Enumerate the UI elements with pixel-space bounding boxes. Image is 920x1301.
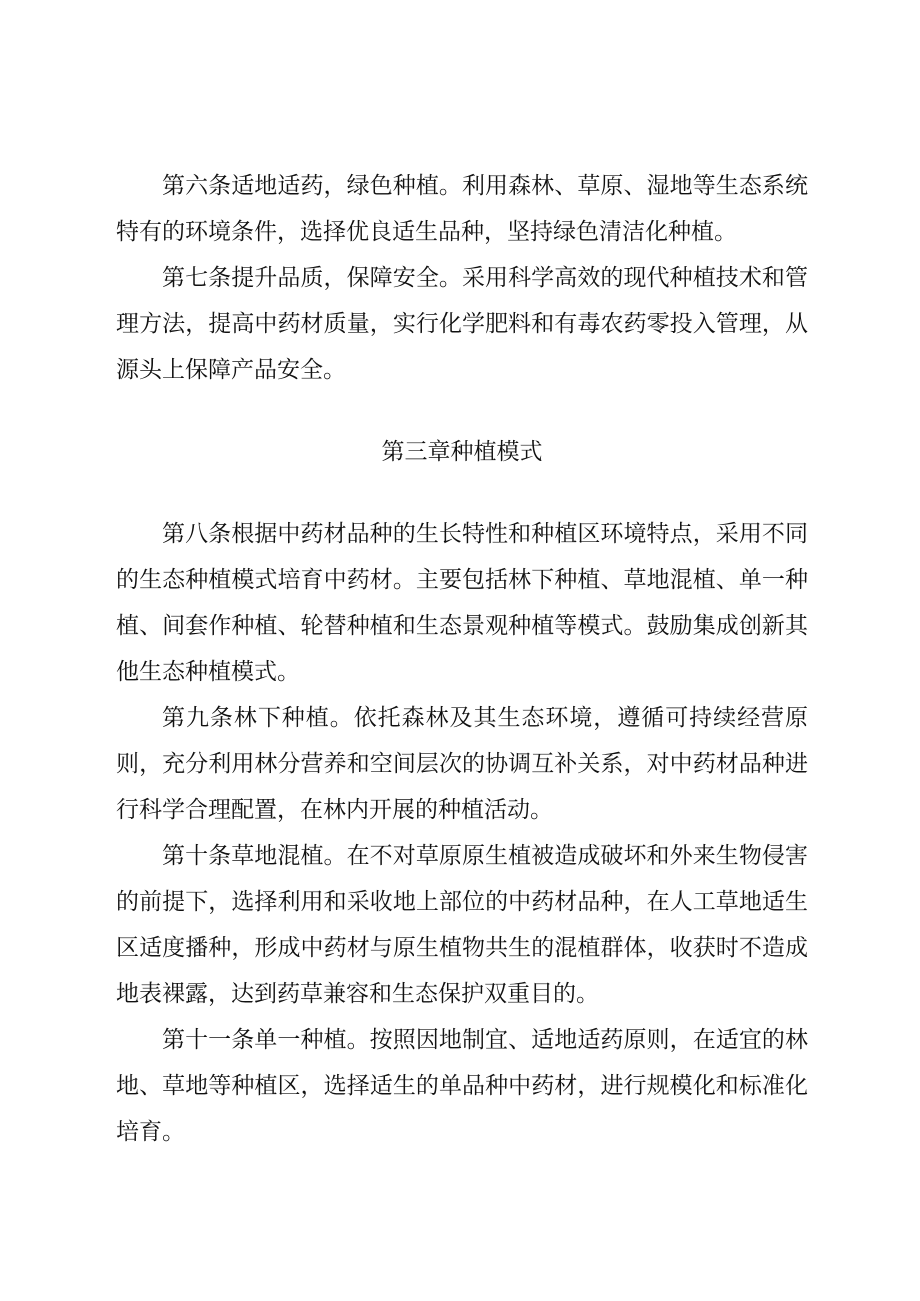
article-10-paragraph: 第十条草地混植。在不对草原原生植被造成破坏和外来生物侵害的前提下，选择利用和采收地上部位的中药材品种，在人工草地适生区适度播种，形成中药材与原生植物共生的混植群体，收获时不造成地表裸露，达到药草兼容和生态保护双重目的。 [116, 843, 808, 1007]
article-11-paragraph: 第十一条单一种植。按照因地制宜、适地适药原则，在适宜的林地、草地等种植区，选择适生的单品种中药材，进行规模化和标准化培育。 [116, 1027, 808, 1145]
document-body [116, 163, 808, 1155]
article-8-paragraph: 第八条根据中药材品种的生长特性和种植区环境特点，采用不同的生态种植模式培育中药材。主要包括林下种植、草地混植、单一种植、间套作种植、轮替种植和生态景观种植等模式。鼓励集成创新其他生态种植模式。 [116, 521, 808, 685]
chapter-heading: 第三章种植模式 [381, 439, 543, 465]
article-6-paragraph: 第六条适地适药，绿色种植。利用森林、草原、湿地等生态系统特有的环境条件，选择优良适生品种，坚持绿色清洁化种植。 [116, 173, 808, 245]
article-7-paragraph: 第七条提升品质，保障安全。采用科学高效的现代种植技术和管理方法，提高中药材质量，实行化学肥料和有毒农药零投入管理，从源头上保障产品安全。 [116, 265, 808, 383]
article-9-paragraph: 第九条林下种植。依托森林及其生态环境，遵循可持续经营原则，充分利用林分营养和空间层次的协调互补关系，对中药材品种进行科学合理配置，在林内开展的种植活动。 [116, 705, 808, 823]
